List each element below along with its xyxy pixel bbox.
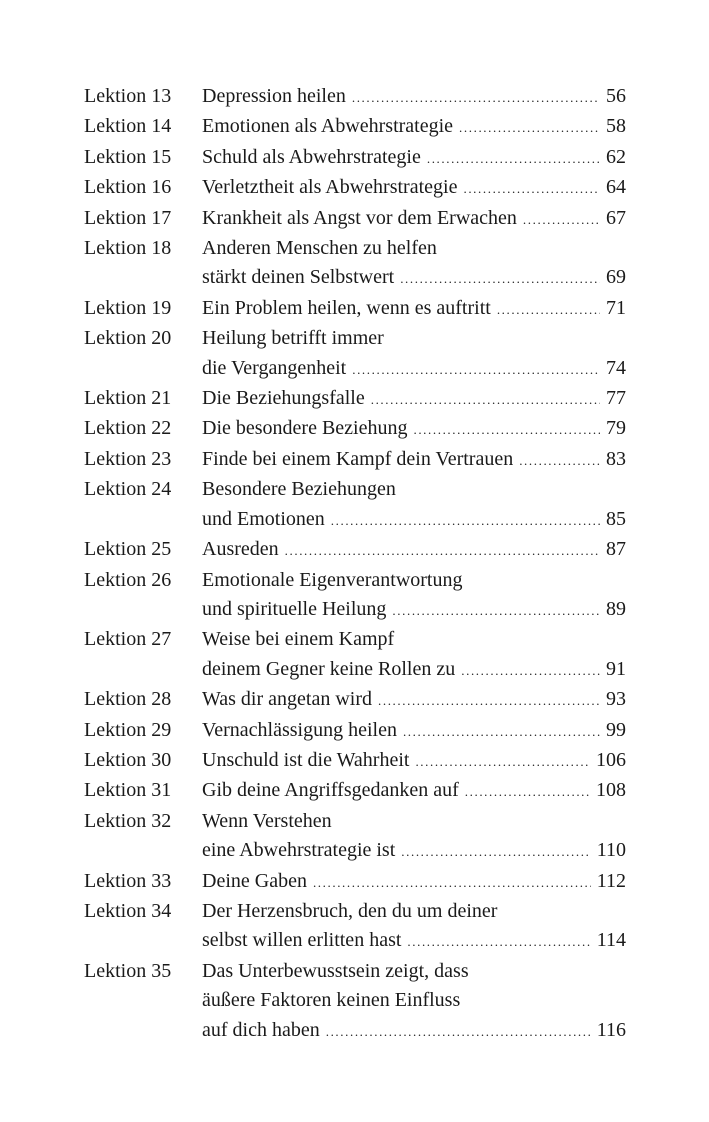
table-of-contents (84, 82, 626, 1046)
toc-entry (84, 625, 626, 685)
page-number: 112 (596, 869, 626, 892)
lesson-number: Lektion 29 (84, 718, 172, 741)
entry-content (202, 143, 626, 173)
lesson-title: die Vergangenheit (202, 356, 347, 379)
entry-content (202, 294, 626, 324)
lesson-title: Emotionale Eigenverantwortung (202, 568, 463, 591)
dot-leader (378, 686, 600, 715)
lesson-title: Unschuld ist die Wahrheit (202, 748, 410, 771)
entry-content (202, 535, 626, 565)
toc-entry (84, 897, 626, 957)
entry-content (202, 746, 626, 776)
title-line (202, 926, 626, 956)
title-line (202, 445, 626, 475)
lesson-number: Lektion 14 (84, 115, 172, 138)
lesson-title: Depression heilen (202, 85, 346, 107)
title-line (202, 986, 626, 1015)
lesson-number: Lektion 18 (84, 237, 172, 260)
page-number: 69 (606, 266, 626, 289)
lesson-number: Lektion 27 (84, 628, 172, 651)
entry-content (202, 445, 626, 475)
entry-content (202, 566, 626, 626)
lesson-number: Lektion 33 (84, 869, 172, 892)
toc-entry (84, 112, 626, 142)
page-number: 62 (606, 145, 626, 168)
lesson-title: Gib deine Angriffsgedanken auf (202, 779, 459, 802)
lesson-title: Die Beziehungsfalle (202, 387, 365, 410)
lesson-title: Die besondere Beziehung (202, 417, 408, 440)
page-number: 77 (606, 387, 626, 410)
title-line (202, 746, 626, 776)
title-line (202, 716, 626, 746)
title-line (202, 234, 626, 263)
toc-entry (84, 746, 626, 776)
dot-leader (400, 264, 600, 293)
lesson-number: Lektion 31 (84, 779, 172, 802)
toc-entry (84, 475, 626, 535)
toc-entry (84, 807, 626, 867)
lesson-title: Ausreden (202, 538, 279, 561)
toc-entry (84, 82, 626, 112)
dot-leader (313, 868, 591, 897)
entry-content (202, 807, 626, 867)
lesson-title: Vernachlässigung heilen (202, 718, 397, 741)
title-line (202, 324, 626, 353)
lesson-title: Ein Problem heilen, wenn es auftritt (202, 296, 491, 319)
title-line (202, 82, 626, 112)
entry-content (202, 716, 626, 746)
toc-entry (84, 414, 626, 444)
lesson-title: Was dir angetan wird (202, 688, 372, 711)
page-number: 91 (606, 657, 626, 680)
toc-entry (84, 234, 626, 294)
title-line (202, 655, 626, 685)
dot-leader (352, 83, 600, 112)
page-number: 89 (606, 597, 626, 620)
entry-content (202, 324, 626, 384)
lesson-title: auf dich haben (202, 1018, 320, 1041)
title-line (202, 384, 626, 414)
page-number: 64 (606, 176, 626, 199)
page-number: 108 (596, 779, 626, 802)
dot-leader (326, 1017, 591, 1046)
page-number: 71 (606, 296, 626, 319)
title-line (202, 836, 626, 866)
entry-content (202, 685, 626, 715)
dot-leader (461, 656, 600, 685)
title-line (202, 204, 626, 234)
page-number: 58 (606, 115, 626, 138)
page-number: 79 (606, 417, 626, 440)
toc-entry (84, 867, 626, 897)
entry-content (202, 234, 626, 294)
title-line (202, 414, 626, 444)
title-line (202, 475, 626, 504)
title-line (202, 685, 626, 715)
entry-content (202, 625, 626, 685)
lesson-number: Lektion 35 (84, 959, 172, 982)
dot-leader (463, 174, 600, 203)
lesson-title: Schuld als Abwehrstrategie (202, 145, 421, 168)
page-number: 74 (606, 356, 626, 379)
lesson-number: Lektion 21 (84, 387, 172, 410)
lesson-title: selbst willen erlitten hast (202, 929, 402, 952)
lesson-title: stärkt deinen Selbstwert (202, 266, 395, 289)
lesson-number: Lektion 20 (84, 327, 172, 350)
entry-content (202, 384, 626, 414)
lesson-title: Weise bei einem Kampf (202, 628, 395, 651)
toc-entry (84, 294, 626, 324)
title-line (202, 535, 626, 565)
lesson-title: und Emotionen (202, 507, 325, 530)
lesson-number: Lektion 34 (84, 899, 172, 922)
dot-leader (401, 837, 590, 866)
toc-entry (84, 535, 626, 565)
dot-leader (415, 747, 590, 776)
lesson-title: äußere Faktoren keinen Einfluss (202, 989, 461, 1012)
lesson-title: deinem Gegner keine Rollen zu (202, 657, 456, 680)
toc-entry (84, 685, 626, 715)
lesson-number: Lektion 16 (84, 176, 172, 199)
title-line (202, 173, 626, 203)
lesson-number: Lektion 22 (84, 417, 172, 440)
toc-entry (84, 173, 626, 203)
title-line (202, 1016, 626, 1046)
lesson-number: Lektion 24 (84, 478, 172, 501)
page-number: 116 (596, 1018, 626, 1041)
lesson-title: Finde bei einem Kampf dein Vertrauen (202, 447, 514, 470)
title-line (202, 807, 626, 836)
lesson-title: Deine Gaben (202, 869, 307, 892)
lesson-number: Lektion 30 (84, 748, 172, 771)
page-number: 93 (606, 688, 626, 711)
title-line (202, 566, 626, 595)
lesson-title: Krankheit als Angst vor dem Erwachen (202, 206, 517, 229)
title-line (202, 112, 626, 142)
lesson-title: Besondere Beziehungen (202, 478, 396, 501)
page-number: 67 (606, 206, 626, 229)
page-number: 106 (596, 748, 626, 771)
lesson-number: Lektion 17 (84, 206, 172, 229)
title-line (202, 354, 626, 384)
lesson-title: Wenn Verstehen (202, 809, 332, 832)
page-number: 87 (606, 538, 626, 561)
title-line (202, 263, 626, 293)
dot-leader (497, 295, 600, 324)
lesson-title: und spirituelle Heilung (202, 597, 387, 620)
lesson-title: Heilung betrifft immer (202, 327, 384, 350)
toc-entry (84, 445, 626, 475)
lesson-number: Lektion 32 (84, 809, 172, 832)
dot-leader (407, 927, 590, 956)
entry-content (202, 204, 626, 234)
page-number: 114 (596, 929, 626, 952)
dot-leader (392, 596, 600, 625)
entry-content (202, 173, 626, 203)
lesson-title: Anderen Menschen zu helfen (202, 237, 437, 260)
lesson-number: Lektion 19 (84, 296, 172, 319)
page-number: 83 (606, 447, 626, 470)
entry-content (202, 475, 626, 535)
dot-leader (403, 717, 600, 746)
dot-leader (413, 415, 600, 444)
title-line (202, 867, 626, 897)
page-number: 56 (606, 85, 626, 107)
dot-leader (331, 506, 600, 535)
title-line (202, 595, 626, 625)
lesson-number: Lektion 15 (84, 145, 172, 168)
dot-leader (465, 777, 590, 806)
dot-leader (519, 446, 600, 475)
title-line (202, 143, 626, 173)
lesson-title: Verletztheit als Abwehrstrategie (202, 176, 458, 199)
dot-leader (371, 385, 600, 414)
entry-content (202, 776, 626, 806)
toc-entry (84, 324, 626, 384)
lesson-title: Emotionen als Abwehrstrategie (202, 115, 454, 138)
lesson-title: Das Unterbewusstsein zeigt, dass (202, 959, 469, 982)
dot-leader (352, 355, 600, 384)
entry-content (202, 867, 626, 897)
title-line (202, 294, 626, 324)
title-line (202, 897, 626, 926)
entry-content (202, 897, 626, 957)
toc-entry (84, 566, 626, 626)
page-number: 85 (606, 507, 626, 530)
lesson-number: Lektion 28 (84, 688, 172, 711)
lesson-title: eine Abwehrstrategie ist (202, 839, 396, 862)
title-line (202, 776, 626, 806)
toc-entry (84, 204, 626, 234)
entry-content (202, 82, 626, 112)
title-line (202, 505, 626, 535)
toc-entry (84, 384, 626, 414)
toc-entry (84, 957, 626, 1046)
lesson-number: Lektion 13 (84, 85, 172, 107)
entry-content (202, 112, 626, 142)
lesson-title: Der Herzensbruch, den du um deiner (202, 899, 498, 922)
title-line (202, 625, 626, 654)
lesson-number: Lektion 25 (84, 538, 172, 561)
page-number: 110 (596, 839, 626, 862)
toc-entry (84, 776, 626, 806)
toc-entry (84, 716, 626, 746)
page-number: 99 (606, 718, 626, 741)
toc-entry (84, 143, 626, 173)
dot-leader (523, 205, 600, 234)
entry-content (202, 414, 626, 444)
dot-leader (427, 144, 600, 173)
dot-leader (459, 113, 600, 142)
lesson-number: Lektion 26 (84, 568, 172, 591)
dot-leader (285, 536, 600, 565)
entry-content (202, 957, 626, 1046)
title-line (202, 957, 626, 986)
lesson-number: Lektion 23 (84, 447, 172, 470)
